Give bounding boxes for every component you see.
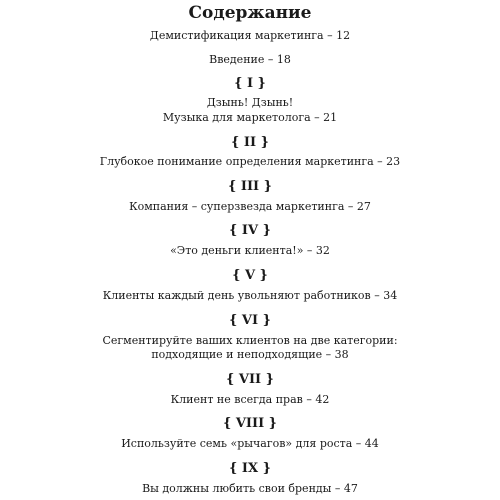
part-numeral-2: { II } [231,135,269,150]
part-6-line-1: Сегментируйте ваших клиентов на две категории: [102,334,398,347]
part-numeral-9: { IX } [229,461,271,476]
part-8-line-1: Используйте семь «рычагов» для роста – 44 [121,437,379,450]
part-7-line-1: Клиент не всегда прав – 42 [170,393,330,406]
part-numeral-4: { IV } [229,223,271,238]
part-numeral-8: { VIII } [222,416,278,431]
part-9-line-1: Вы должны любить свои бренды – 47 [142,482,358,495]
part-numeral-7: { VII } [225,372,275,387]
part-1-line-1: Дзынь! Дзынь! [206,96,294,109]
part-numeral-3: { III } [227,179,272,194]
toc-title: Содержание [188,3,312,23]
part-1-line-2: Музыка для маркетолога – 21 [162,111,338,124]
part-4-line-1: «Это деньги клиента!» – 32 [170,244,330,257]
part-3-line-1: Компания – суперзвезда маркетинга – 27 [129,200,371,213]
part-numeral-6: { VI } [229,313,271,328]
part-6-line-2: подходящие и неподходящие – 38 [151,348,349,361]
part-2-line-1: Глубокое понимание определения маркетинга – 23 [99,155,401,168]
toc-entry-demystification: Демистификация маркетинга – 12 [149,29,351,42]
toc-entry-introduction: Введение – 18 [209,53,291,66]
part-numeral-1: { I } [234,76,266,91]
part-5-line-1: Клиенты каждый день увольняют работников – 34 [102,289,398,302]
part-numeral-5: { V } [232,268,268,283]
